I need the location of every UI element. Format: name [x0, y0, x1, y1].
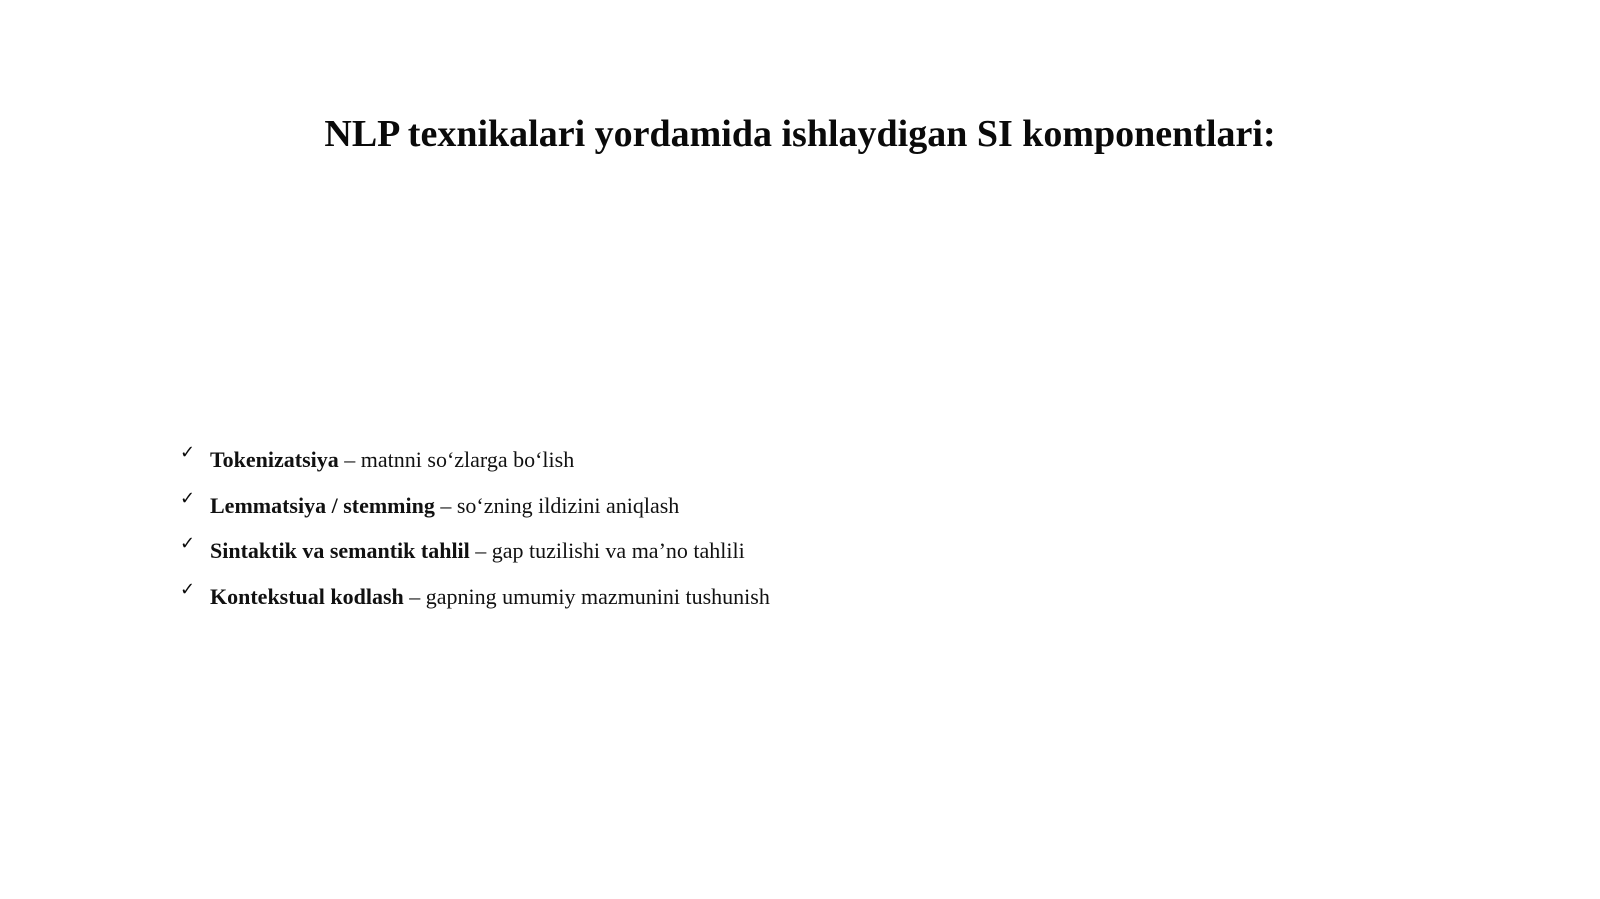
item-description: – gap tuzilishi va ma’no tahlili: [469, 538, 745, 563]
list-item: [180, 487, 770, 538]
item-term: Tokenizatsiya: [210, 447, 339, 472]
bullet-list: [180, 442, 770, 628]
slide-title: NLP texnikalari yordamida ishlaydigan SI komponentlari:: [324, 113, 1276, 155]
list-item: [180, 442, 770, 492]
item-term: Kontekstual kodlash: [210, 583, 404, 609]
list-item: [180, 533, 770, 583]
checkmark-icon: ✓: [180, 487, 196, 509]
item-term: Sintaktik va semantik tahlil: [210, 538, 470, 563]
checkmark-icon: ✓: [180, 578, 196, 600]
list-item: [180, 578, 770, 629]
checkmark-icon: ✓: [180, 533, 196, 554]
checkmark-icon: ✓: [180, 442, 196, 463]
item-term: Lemmatsiya / stemming: [210, 492, 435, 518]
item-description: – so‘zning ildizini aniqlash: [434, 492, 680, 518]
item-description: – matnni so‘zlarga bo‘lish: [338, 447, 575, 472]
item-description: – gapning umumiy mazmunini tushunish: [403, 583, 770, 609]
